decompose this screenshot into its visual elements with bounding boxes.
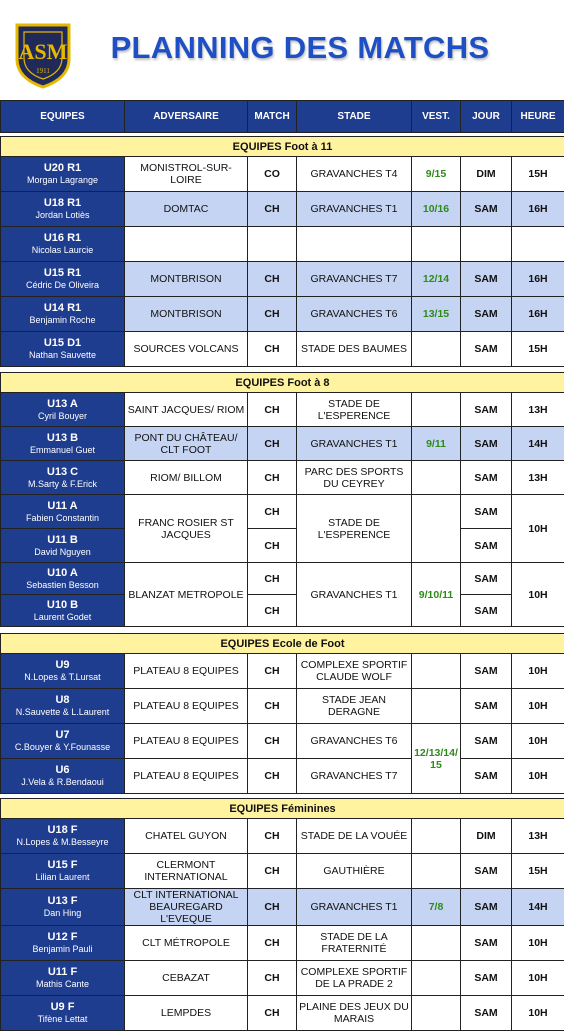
match-type-cell: CO <box>248 157 297 192</box>
team-cell <box>1 563 125 595</box>
team-cell <box>1 192 125 227</box>
team-name: U6 <box>3 764 122 777</box>
opponent-cell: PLATEAU 8 EQUIPES <box>125 654 248 689</box>
match-type-cell: CH <box>248 889 297 926</box>
table-row <box>1 563 564 595</box>
stadium-cell: PLAINE DES JEUX DU MARAIS <box>297 996 412 1031</box>
coach-name: M.Sarty & F.Erick <box>3 479 122 490</box>
team-cell <box>1 759 125 794</box>
table-row <box>1 724 564 759</box>
match-type-cell: CH <box>248 926 297 961</box>
svg-text:1911: 1911 <box>36 67 50 75</box>
stadium-cell: STADE JEAN DERAGNE <box>297 689 412 724</box>
match-type-cell: CH <box>248 724 297 759</box>
time-cell: 10H <box>512 654 564 689</box>
stadium-cell: COMPLEXE SPORTIF CLAUDE WOLF <box>297 654 412 689</box>
team-name: U13 F <box>3 895 122 908</box>
team-cell <box>1 889 125 926</box>
table-row <box>1 595 564 627</box>
team-name: U11 F <box>3 966 122 979</box>
table-row <box>1 427 564 461</box>
table-row <box>1 157 564 192</box>
time-cell <box>512 227 564 262</box>
stadium-cell: PARC DES SPORTS DU CEYREY <box>297 461 412 495</box>
team-cell <box>1 996 125 1031</box>
opponent-cell: DOMTAC <box>125 192 248 227</box>
opponent-cell: CLT INTERNATIONAL BEAUREGARD L'EVEQUE <box>125 889 248 926</box>
team-name: U11 A <box>3 500 122 513</box>
table-row <box>1 759 564 794</box>
match-type-cell: CH <box>248 495 297 529</box>
opponent-cell: MONTBRISON <box>125 297 248 332</box>
match-type-cell: CH <box>248 854 297 889</box>
match-type-cell: CH <box>248 759 297 794</box>
stadium-cell: GRAVANCHES T6 <box>297 724 412 759</box>
coach-name: Tifène Lettat <box>3 1014 122 1025</box>
opponent-cell: BLANZAT METROPOLE <box>125 563 248 627</box>
vest-cell <box>412 461 461 495</box>
opponent-cell: PLATEAU 8 EQUIPES <box>125 724 248 759</box>
section-title: EQUIPES Ecole de Foot <box>1 634 564 654</box>
day-cell: SAM <box>461 961 512 996</box>
vest-cell <box>412 854 461 889</box>
section-title: EQUIPES Foot à 8 <box>1 373 564 393</box>
vest-cell <box>412 393 461 427</box>
table-row <box>1 393 564 427</box>
day-cell: SAM <box>461 529 512 563</box>
team-name: U20 R1 <box>3 162 122 175</box>
table-row <box>1 819 564 854</box>
stadium-cell: STADE DE L'ESPERENCE <box>297 495 412 563</box>
opponent-cell: SAINT JACQUES/ RIOM <box>125 393 248 427</box>
team-name: U15 F <box>3 859 122 872</box>
day-cell: SAM <box>461 262 512 297</box>
opponent-cell: MONISTROL-SUR-LOIRE <box>125 157 248 192</box>
page-title: PLANNING DES MATCHS <box>110 30 490 66</box>
opponent-cell: LEMPDES <box>125 996 248 1031</box>
vest-cell: 12/13/14/ 15 <box>412 724 461 794</box>
stadium-cell: GAUTHIÈRE <box>297 854 412 889</box>
opponent-cell <box>125 227 248 262</box>
time-cell: 13H <box>512 393 564 427</box>
vest-cell: 9/10/11 <box>412 563 461 627</box>
coach-name: Sebastien Besson <box>3 580 122 591</box>
stadium-cell: STADE DE L'ESPERENCE <box>297 393 412 427</box>
vest-cell <box>412 332 461 367</box>
time-cell: 10H <box>512 495 564 563</box>
stadium-cell: GRAVANCHES T1 <box>297 889 412 926</box>
vest-cell <box>412 689 461 724</box>
team-name: U7 <box>3 729 122 742</box>
team-name: U18 R1 <box>3 197 122 210</box>
match-type-cell: CH <box>248 563 297 595</box>
header-row <box>1 101 564 133</box>
opponent-cell: PONT DU CHÂTEAU/ CLT FOOT <box>125 427 248 461</box>
vest-cell <box>412 819 461 854</box>
day-cell: SAM <box>461 393 512 427</box>
day-cell: SAM <box>461 996 512 1031</box>
stadium-cell <box>297 227 412 262</box>
team-cell <box>1 393 125 427</box>
table-row <box>1 689 564 724</box>
stadium-cell: GRAVANCHES T7 <box>297 759 412 794</box>
section-foot-a-11 <box>1 137 564 157</box>
day-cell: SAM <box>461 192 512 227</box>
coach-name: Laurent Godet <box>3 612 122 623</box>
team-cell <box>1 854 125 889</box>
match-type-cell: CH <box>248 192 297 227</box>
day-cell: SAM <box>461 297 512 332</box>
team-name: U8 <box>3 694 122 707</box>
team-name: U9 <box>3 659 122 672</box>
time-cell: 15H <box>512 157 564 192</box>
time-cell: 10H <box>512 563 564 627</box>
time-cell: 10H <box>512 961 564 996</box>
team-cell <box>1 654 125 689</box>
team-cell <box>1 926 125 961</box>
coach-name: Nicolas Laurcie <box>3 245 122 256</box>
stadium-cell: COMPLEXE SPORTIF DE LA PRADE 2 <box>297 961 412 996</box>
match-type-cell: CH <box>248 961 297 996</box>
table-row <box>1 996 564 1031</box>
vest-cell: 10/16 <box>412 192 461 227</box>
team-name: U10 A <box>3 567 122 580</box>
time-cell: 13H <box>512 819 564 854</box>
table-row <box>1 297 564 332</box>
team-cell <box>1 689 125 724</box>
team-cell <box>1 595 125 627</box>
team-name: U12 F <box>3 931 122 944</box>
time-cell: 16H <box>512 297 564 332</box>
section-title: EQUIPES Féminines <box>1 799 564 819</box>
table-row <box>1 495 564 529</box>
table-row <box>1 262 564 297</box>
header-heure: HEURE <box>512 101 564 133</box>
team-name: U16 R1 <box>3 232 122 245</box>
stadium-cell: GRAVANCHES T4 <box>297 157 412 192</box>
table-row <box>1 461 564 495</box>
match-type-cell <box>248 227 297 262</box>
table-row <box>1 889 564 926</box>
team-cell <box>1 262 125 297</box>
coach-name: Fabien Constantin <box>3 513 122 524</box>
coach-name: J.Vela & R.Bendaoui <box>3 777 122 788</box>
match-type-cell: CH <box>248 393 297 427</box>
team-name: U15 R1 <box>3 267 122 280</box>
opponent-cell: PLATEAU 8 EQUIPES <box>125 689 248 724</box>
team-cell <box>1 461 125 495</box>
team-cell <box>1 157 125 192</box>
opponent-cell: CLT MÉTROPOLE <box>125 926 248 961</box>
team-cell <box>1 819 125 854</box>
team-cell <box>1 529 125 563</box>
table-row <box>1 529 564 563</box>
team-name: U18 F <box>3 824 122 837</box>
section-foot-a-8 <box>1 373 564 393</box>
header-adversaire: ADVERSAIRE <box>125 101 248 133</box>
table-row <box>1 227 564 262</box>
header-vest: VEST. <box>412 101 461 133</box>
team-name: U14 R1 <box>3 302 122 315</box>
team-cell <box>1 297 125 332</box>
match-type-cell: CH <box>248 595 297 627</box>
table-row <box>1 332 564 367</box>
time-cell: 15H <box>512 854 564 889</box>
team-cell <box>1 427 125 461</box>
opponent-cell: FRANC ROSIER ST JACQUES <box>125 495 248 563</box>
stadium-cell: GRAVANCHES T6 <box>297 297 412 332</box>
match-type-cell: CH <box>248 262 297 297</box>
coach-name: Dan Hing <box>3 908 122 919</box>
time-cell: 16H <box>512 262 564 297</box>
table-row <box>1 192 564 227</box>
time-cell: 14H <box>512 427 564 461</box>
stadium-cell: GRAVANCHES T1 <box>297 192 412 227</box>
vest-cell: 12/14 <box>412 262 461 297</box>
opponent-cell: RIOM/ BILLOM <box>125 461 248 495</box>
day-cell: SAM <box>461 689 512 724</box>
day-cell: SAM <box>461 495 512 529</box>
vest-cell <box>412 227 461 262</box>
vest-cell <box>412 996 461 1031</box>
time-cell: 10H <box>512 689 564 724</box>
time-cell: 10H <box>512 724 564 759</box>
team-cell <box>1 495 125 529</box>
stadium-cell: GRAVANCHES T7 <box>297 262 412 297</box>
day-cell: SAM <box>461 563 512 595</box>
section-feminines <box>1 799 564 819</box>
team-name: U13 A <box>3 398 122 411</box>
day-cell: SAM <box>461 724 512 759</box>
day-cell: SAM <box>461 926 512 961</box>
match-type-cell: CH <box>248 996 297 1031</box>
header-jour: JOUR <box>461 101 512 133</box>
opponent-cell: CEBAZAT <box>125 961 248 996</box>
coach-name: Benjamin Pauli <box>3 944 122 955</box>
table-row <box>1 654 564 689</box>
day-cell: SAM <box>461 595 512 627</box>
section-ecole-de-foot <box>1 634 564 654</box>
stadium-cell: STADE DE LA VOUÉE <box>297 819 412 854</box>
table-row <box>1 961 564 996</box>
day-cell: SAM <box>461 332 512 367</box>
opponent-cell: MONTBRISON <box>125 262 248 297</box>
table-row <box>1 926 564 961</box>
time-cell: 16H <box>512 192 564 227</box>
coach-name: Jordan Lotiès <box>3 210 122 221</box>
team-cell <box>1 227 125 262</box>
vest-cell <box>412 961 461 996</box>
opponent-cell: CLERMONT INTERNATIONAL <box>125 854 248 889</box>
match-type-cell: CH <box>248 529 297 563</box>
coach-name: N.Sauvette & L.Laurent <box>3 707 122 718</box>
team-name: U9 F <box>3 1001 122 1014</box>
match-type-cell: CH <box>248 819 297 854</box>
coach-name: Lilian Laurent <box>3 872 122 883</box>
team-cell <box>1 961 125 996</box>
vest-cell <box>412 654 461 689</box>
club-crest-logo <box>15 23 71 89</box>
time-cell: 14H <box>512 889 564 926</box>
vest-cell: 7/8 <box>412 889 461 926</box>
team-cell <box>1 332 125 367</box>
opponent-cell: CHATEL GUYON <box>125 819 248 854</box>
stadium-cell: STADE DES BAUMES <box>297 332 412 367</box>
coach-name: David Nguyen <box>3 547 122 558</box>
schedule-table <box>0 100 564 1031</box>
vest-cell <box>412 495 461 563</box>
coach-name: Benjamin Roche <box>3 315 122 326</box>
match-type-cell: CH <box>248 332 297 367</box>
match-type-cell: CH <box>248 427 297 461</box>
time-cell: 13H <box>512 461 564 495</box>
day-cell: SAM <box>461 759 512 794</box>
vest-cell <box>412 926 461 961</box>
stadium-cell: GRAVANCHES T1 <box>297 427 412 461</box>
vest-cell: 9/15 <box>412 157 461 192</box>
team-name: U13 C <box>3 466 122 479</box>
team-name: U11 B <box>3 534 122 547</box>
day-cell: SAM <box>461 889 512 926</box>
header-match: MATCH <box>248 101 297 133</box>
table-row <box>1 854 564 889</box>
svg-text:ASM: ASM <box>19 39 68 64</box>
opponent-cell: PLATEAU 8 EQUIPES <box>125 759 248 794</box>
day-cell: SAM <box>461 854 512 889</box>
day-cell: DIM <box>461 819 512 854</box>
coach-name: Mathis Cante <box>3 979 122 990</box>
opponent-cell: SOURCES VOLCANS <box>125 332 248 367</box>
coach-name: Cédric De Oliveira <box>3 280 122 291</box>
time-cell: 10H <box>512 926 564 961</box>
match-type-cell: CH <box>248 297 297 332</box>
team-cell <box>1 724 125 759</box>
coach-name: N.Lopes & M.Besseyre <box>3 837 122 848</box>
match-type-cell: CH <box>248 689 297 724</box>
coach-name: Cyril Bouyer <box>3 411 122 422</box>
day-cell: SAM <box>461 427 512 461</box>
coach-name: Emmanuel Guet <box>3 445 122 456</box>
day-cell: DIM <box>461 157 512 192</box>
day-cell: SAM <box>461 654 512 689</box>
section-title: EQUIPES Foot à 11 <box>1 137 564 157</box>
match-type-cell: CH <box>248 654 297 689</box>
team-name: U13 B <box>3 432 122 445</box>
match-type-cell: CH <box>248 461 297 495</box>
team-name: U10 B <box>3 599 122 612</box>
day-cell: SAM <box>461 461 512 495</box>
coach-name: Morgan Lagrange <box>3 175 122 186</box>
time-cell: 10H <box>512 759 564 794</box>
stadium-cell: STADE DE LA FRATERNITÉ <box>297 926 412 961</box>
coach-name: N.Lopes & T.Lursat <box>3 672 122 683</box>
day-cell <box>461 227 512 262</box>
vest-cell: 13/15 <box>412 297 461 332</box>
coach-name: C.Bouyer & Y.Founasse <box>3 742 122 753</box>
header-stade: STADE <box>297 101 412 133</box>
team-name: U15 D1 <box>3 337 122 350</box>
stadium-cell: GRAVANCHES T1 <box>297 563 412 627</box>
header-equipes: EQUIPES <box>1 101 125 133</box>
vest-cell: 9/11 <box>412 427 461 461</box>
time-cell: 10H <box>512 996 564 1031</box>
time-cell: 15H <box>512 332 564 367</box>
coach-name: Nathan Sauvette <box>3 350 122 361</box>
